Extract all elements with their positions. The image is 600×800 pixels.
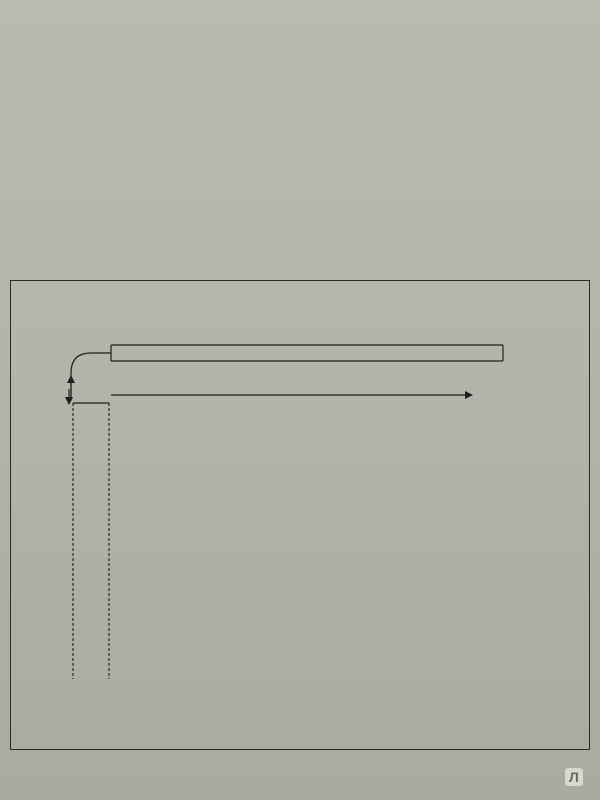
- labirint-logo-icon: Л: [565, 768, 583, 786]
- initial-position-column: [69, 389, 109, 679]
- figure-frame: [10, 280, 590, 750]
- turn-path: [71, 353, 111, 401]
- formation-diagram: [11, 281, 591, 751]
- final-position-row: [111, 345, 503, 361]
- watermark: [565, 768, 586, 787]
- body-text: [12, 4, 592, 14]
